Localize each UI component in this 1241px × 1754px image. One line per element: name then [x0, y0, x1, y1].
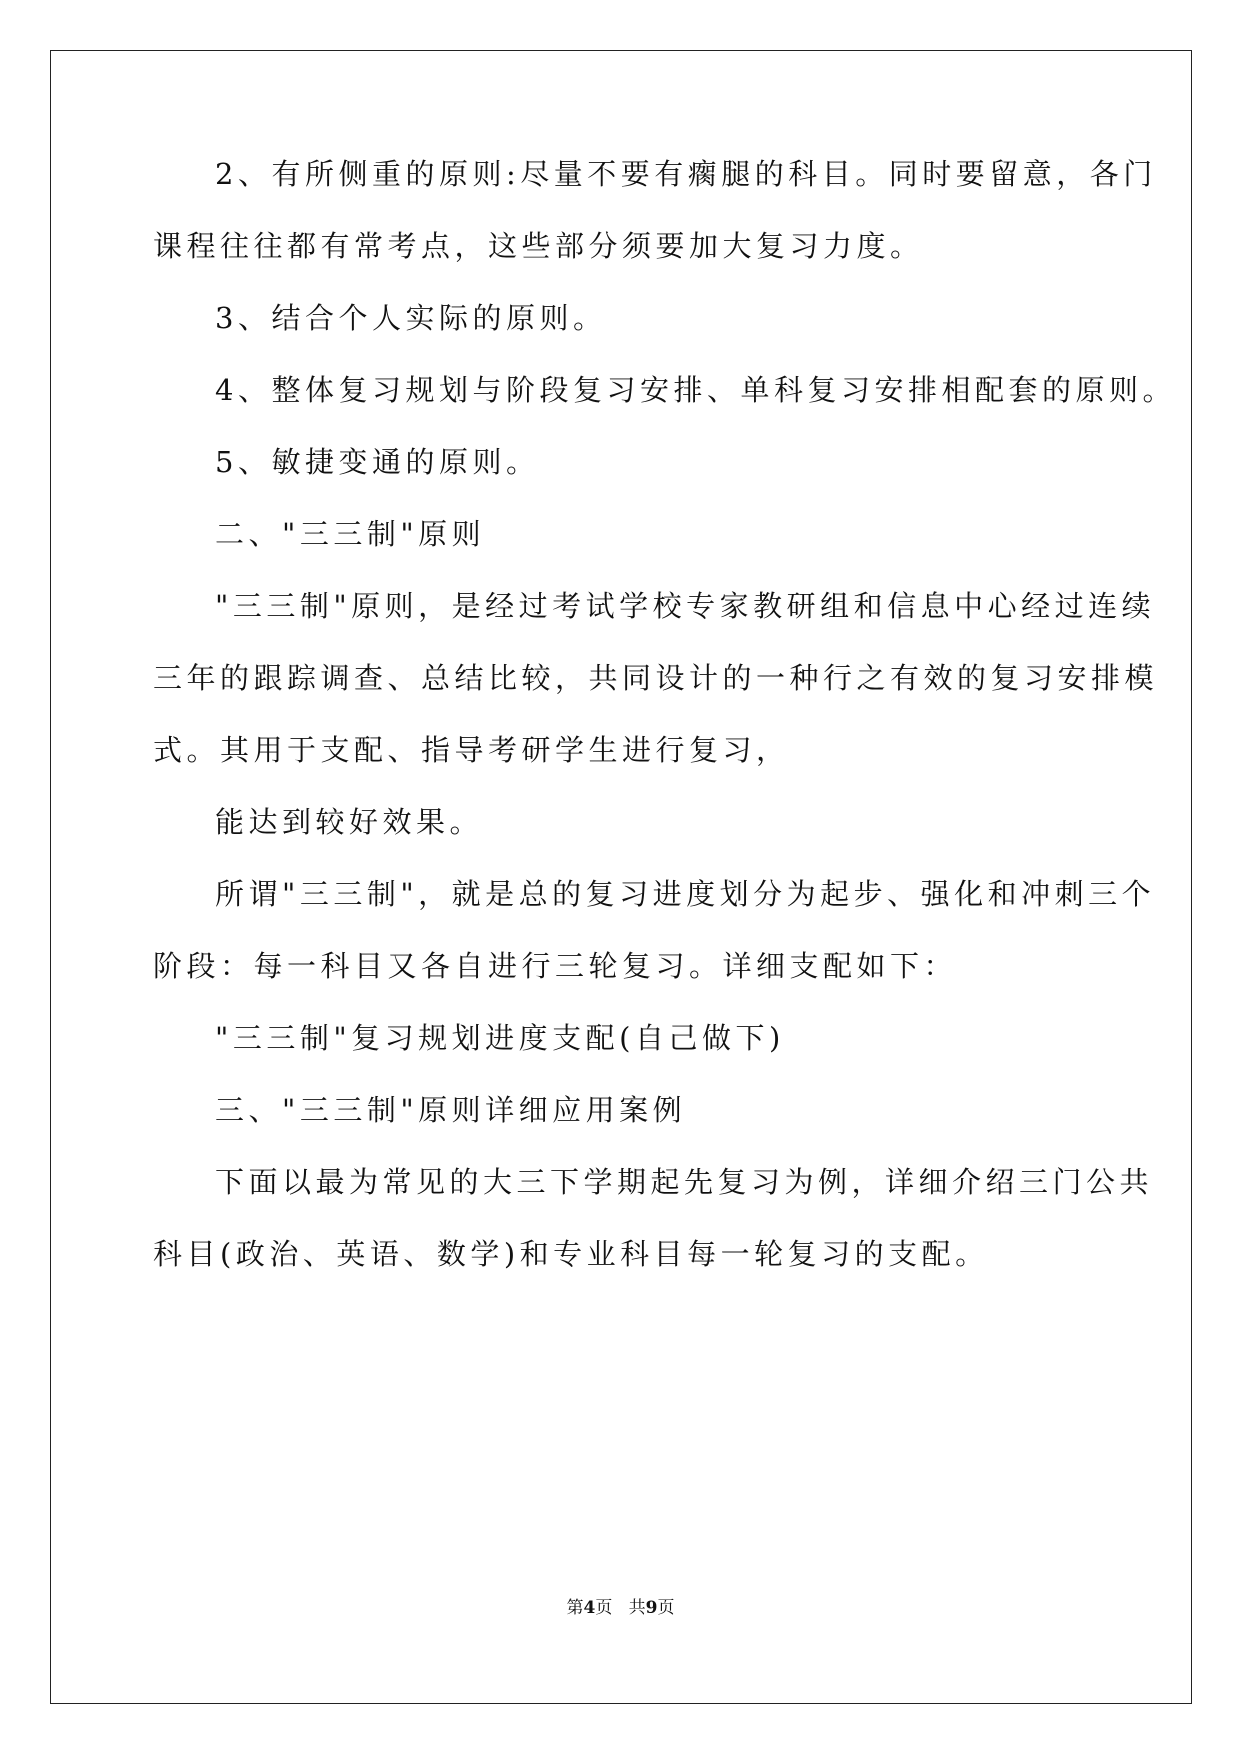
paragraph-line: 3、结合个人实际的原则。	[215, 301, 607, 335]
page-prefix: 第	[566, 1598, 584, 1618]
paragraph-line: 能达到较好效果。	[215, 805, 484, 839]
paragraph-line: 式。其用于支配、指导考研学生进行复习，	[153, 733, 790, 767]
total-prefix: 共	[628, 1598, 646, 1618]
section-heading: 三、"三三制"原则详细应用案例	[215, 1093, 687, 1127]
paragraph-line: 4、整体复习规划与阶段复习安排、单科复习安排相配套的原则。	[215, 373, 1176, 407]
paragraph-line: 科目(政治、英语、数学)和专业科目每一轮复习的支配。	[153, 1237, 989, 1271]
page-footer	[0, 1596, 1241, 1620]
total-suffix: 页	[657, 1598, 675, 1618]
paragraph-line: 三年的跟踪调查、总结比较，共同设计的一种行之有效的复习安排模	[153, 661, 1159, 695]
section-heading: 二、"三三制"原则	[215, 517, 486, 551]
paragraph-line: "三三制"原则，是经过考试学校专家教研组和信息中心经过连续	[215, 589, 1156, 623]
paragraph-line: 下面以最为常见的大三下学期起先复习为例，详细介绍三门公共	[215, 1165, 1154, 1199]
paragraph-line: 课程往往都有常考点，这些部分须要加大复习力度。	[153, 229, 924, 263]
paragraph-line: 阶段：每一科目又各自进行三轮复习。详细支配如下：	[153, 949, 958, 983]
page-total: 9	[645, 1598, 658, 1618]
paragraph-line: "三三制"复习规划进度支配(自己做下)	[215, 1021, 785, 1055]
paragraph-line: 5、敏捷变通的原则。	[215, 445, 540, 479]
paragraph-line: 2、有所侧重的原则:尽量不要有瘸腿的科目。同时要留意，各门	[215, 157, 1157, 191]
page-suffix: 页	[595, 1598, 613, 1618]
page-current: 4	[583, 1598, 596, 1618]
paragraph-line: 所谓"三三制"，就是总的复习进度划分为起步、强化和冲刺三个	[215, 877, 1156, 911]
